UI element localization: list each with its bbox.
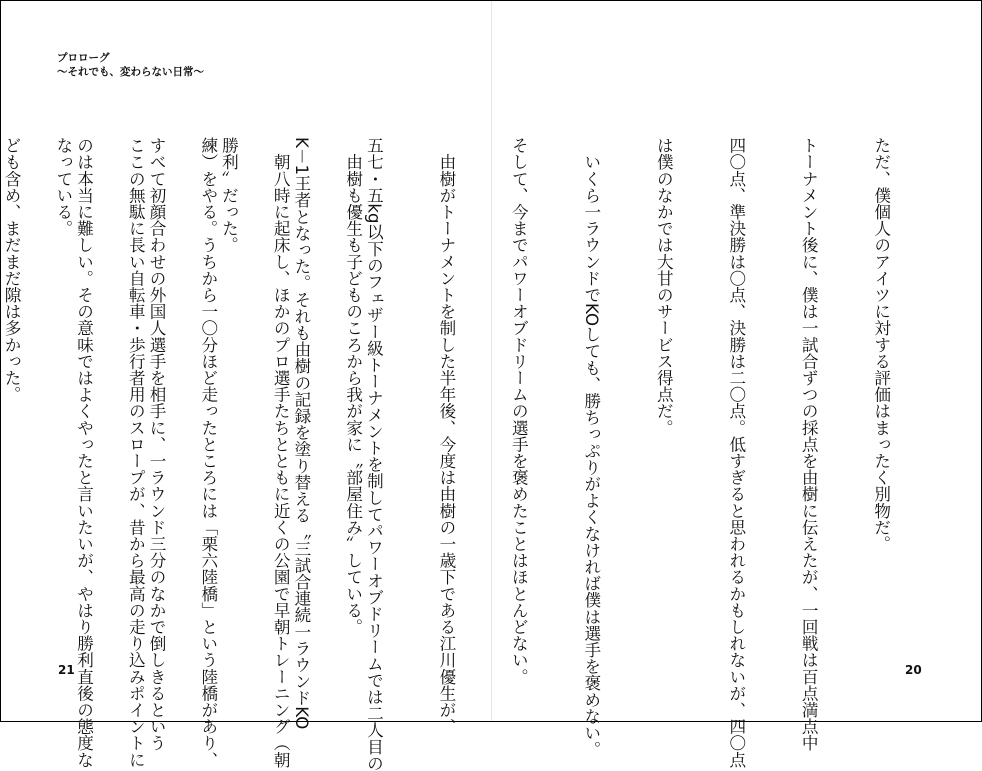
text-line: 由樹も優生も子どものころから我が家に〝部屋住み〟している。	[343, 137, 363, 635]
text-line: 四〇点、準決勝は〇点、決勝は二〇点。低すぎると思われるかもしれないが、四〇点	[726, 137, 746, 768]
text-line: そして、今までパワーオブドリームの選手を褒めたことはほとんどない。	[509, 137, 529, 685]
text-line: いくら一ラウンドでKOしても、勝ちっぷりがよくなければ僕は選手を褒めない。	[581, 137, 601, 758]
text-line: すべて初顔合わせの外国人選手を相手に、一ラウンド三分のなかで倒しきるという	[147, 137, 166, 752]
chapter-subtitle: 〜それでも、変わらない日常〜	[57, 66, 204, 78]
text-line: 朝八時に起床し、ほかのプロ選手たちとともに近くの公園で早朝トレーニング（朝	[271, 137, 291, 768]
text-line: なっている。	[53, 137, 73, 237]
text-line: 勝利〟だった。	[219, 137, 239, 254]
text-line: 練）をやる。うちから一〇分ほど走ったところには「栗六陸橋」という陸橋があり、	[198, 137, 218, 768]
text-line: 由樹がトーナメントを制した半年後、今度は由樹の一歳下である江川優生が、	[436, 137, 456, 735]
text-line: ただ、僕個人のアイツに対する評価はまったく別物だ。	[871, 137, 891, 552]
text-line: ここの無駄に長い自転車・歩行者用のスロープが、昔から最高の走り込みポイントに	[126, 137, 146, 768]
chapter-title: プロローグ	[57, 52, 110, 64]
chapter-header	[57, 51, 204, 79]
text-line: トーナメント後に、僕は一試合ずつの採点を由樹に伝えたが、一回戦は百点満点中	[799, 137, 819, 752]
page-number-left: 21	[58, 663, 75, 677]
text-line: K－1王者となった。それも由樹の記録を塗り替える〝三試合連続一ラウンドKO	[291, 137, 311, 730]
page-number-right: 20	[905, 663, 922, 677]
text-line: ども含め、まだまだ隙は多かった。	[2, 137, 22, 403]
text-line: は僕のなかでは大甘のサービス得点だ。	[654, 137, 674, 436]
text-line: 五七・五kg以下のフェザー級トーナメントを制してパワーオブドリームでは二人目の	[364, 137, 384, 771]
text-line: のは本当に難しい。その意味ではよくやったと言いたいが、やはり勝利直後の態度な	[74, 137, 94, 768]
